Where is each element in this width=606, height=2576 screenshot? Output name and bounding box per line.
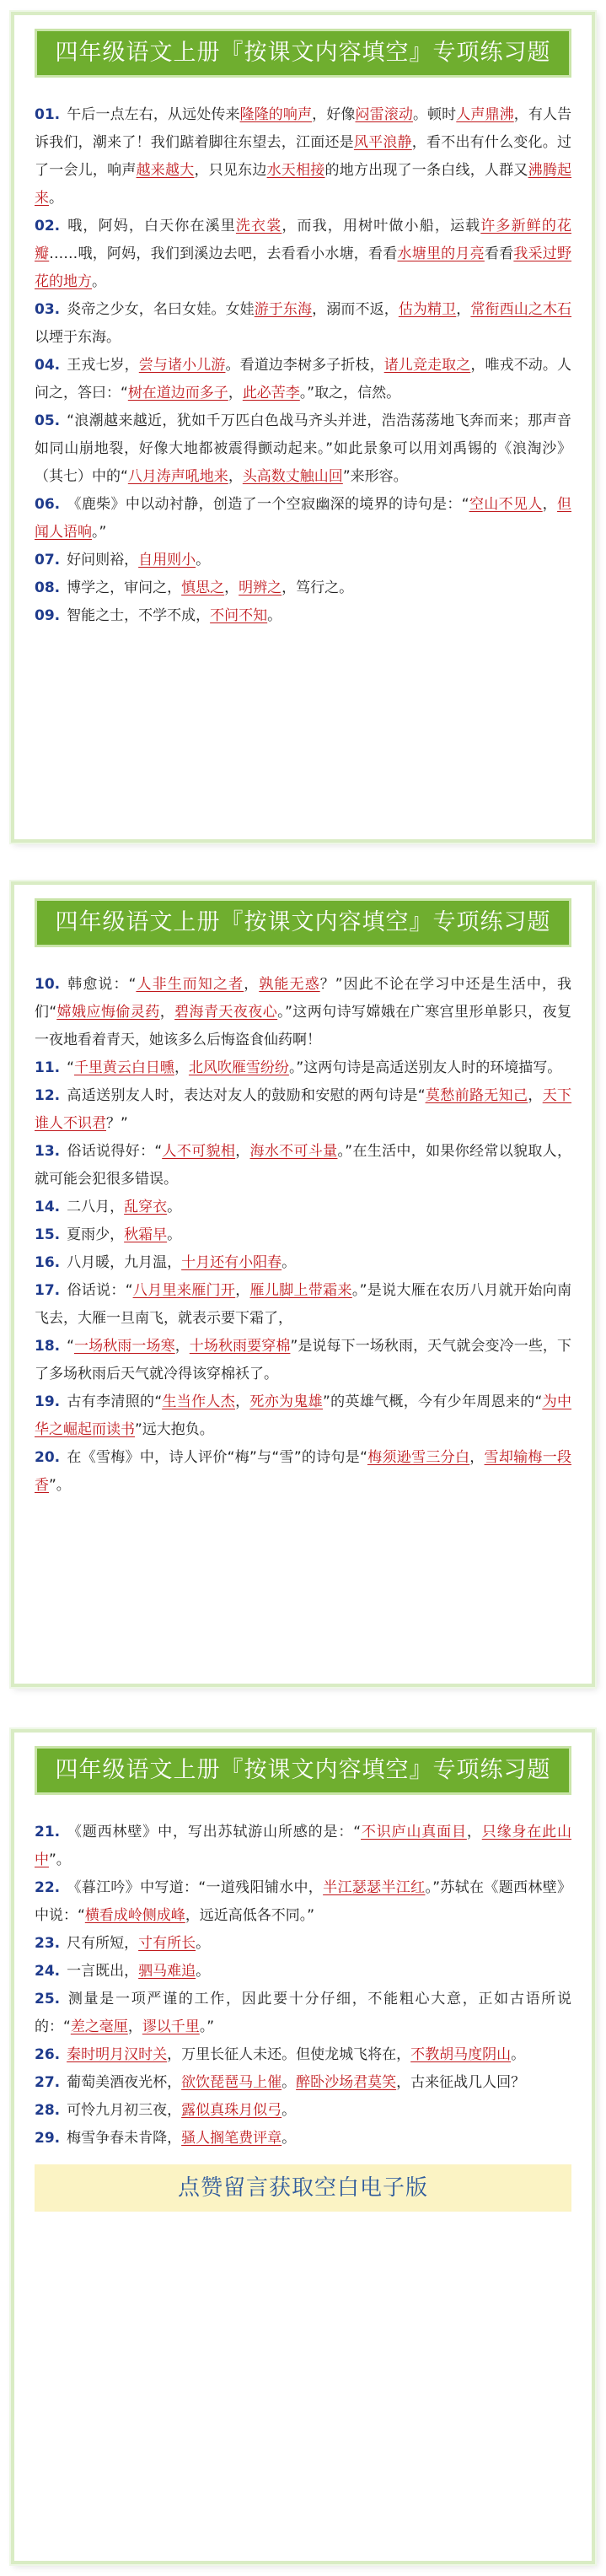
question-text: 好问则裕， xyxy=(67,552,139,569)
question-text: 。”在生活中，如果你经常以貌取人，就可能会犯很多错误。 xyxy=(35,1143,572,1188)
answer-text: 秋霜早 xyxy=(124,1226,168,1243)
question-text: 俗话说得好：“ xyxy=(67,1143,163,1160)
question-item xyxy=(35,2125,571,2153)
answer-text: 估为精卫 xyxy=(398,301,457,318)
question-number: 13. xyxy=(35,1143,61,1160)
question-text: ， xyxy=(235,1393,250,1410)
question-text: 梅雪争春未肯降， xyxy=(67,2130,182,2147)
question-text: ，看不出有什么变化。过了一会儿，响声 xyxy=(35,134,572,179)
answer-text: 千里黄云白日曛 xyxy=(73,1059,174,1076)
answer-text: 一场秋雨一场寒 xyxy=(73,1338,175,1355)
page-title: 四年级语文上册『按课文内容填空』专项练习题 xyxy=(35,1746,571,1795)
answer-text: 不识庐山真面目 xyxy=(361,1824,467,1840)
question-text: 葡萄美酒夜光杯， xyxy=(67,2074,182,2091)
answer-text: 乱穿衣 xyxy=(124,1199,168,1215)
question-text: ， xyxy=(466,1824,482,1840)
answer-text: 诸儿竞走取之 xyxy=(383,357,471,374)
question-text: ？”因此不论在学习中还是生活中，我们“ xyxy=(35,976,572,1021)
promo-banner: 点赞留言获取空白电子版 xyxy=(35,2164,571,2212)
question-text: 。”这两句诗写嫦娥在广寒宫里形单影只，夜复一夜地看着青天，她该多么后悔盗食仙药啊！ xyxy=(35,1004,572,1048)
question-number: 26. xyxy=(35,2046,61,2063)
question-text: ，古来征战几人回？ xyxy=(396,2074,526,2091)
question-number: 15. xyxy=(35,1226,61,1243)
question-number: 11. xyxy=(35,1059,61,1076)
answer-text: 欲饮琵琶马上催 xyxy=(181,2074,282,2091)
question-text: 《鹿柴》中以动衬静，创造了一个空寂幽深的境界的诗句是：“ xyxy=(67,496,469,513)
question-text: ，而我，用树叶做小船，运载 xyxy=(282,218,481,234)
question-text: 以堙于东海。 xyxy=(35,329,121,346)
question-text: ，溺而不返， xyxy=(312,301,399,318)
question-text: ， xyxy=(528,1087,543,1104)
question-text: 。 xyxy=(282,1254,297,1271)
question-text: ”。 xyxy=(49,1851,71,1868)
question-list xyxy=(35,101,571,630)
question-text: 。”这两句诗是高适送别友人时的环境描写。 xyxy=(288,1059,562,1076)
question-item xyxy=(35,1138,571,1194)
question-item xyxy=(35,491,571,547)
question-text: ， xyxy=(542,496,558,513)
question-text: 。 xyxy=(196,1935,211,1952)
answer-text: 十场秋雨要穿棉 xyxy=(189,1338,291,1355)
page-title: 四年级语文上册『按课文内容填空』专项练习题 xyxy=(35,29,571,78)
question-text: 《暮江吟》中写道：“一道残阳铺水中， xyxy=(67,1879,324,1896)
question-text: 。 xyxy=(196,552,211,569)
answer-text: 雪却输梅一段香 xyxy=(35,1449,572,1494)
answer-text: 树在道边而多子 xyxy=(127,385,228,401)
question-item xyxy=(35,1444,571,1500)
question-item xyxy=(35,1054,571,1082)
answer-text: 许多新鲜的花瓣 xyxy=(35,218,572,262)
answer-text: 人非生而知之者 xyxy=(136,976,244,993)
answer-text: 只缘身在此山中 xyxy=(35,1824,572,1868)
question-number: 08. xyxy=(35,579,61,596)
answer-text: 洗衣裳 xyxy=(235,218,282,234)
question-number: 22. xyxy=(35,1879,61,1896)
question-text: ”是说每下一场秋雨，天气就会变冷一些，下了多场秋雨后天气就冷得该穿棉袄了。 xyxy=(35,1338,572,1382)
question-text: ， xyxy=(127,2018,142,2035)
answer-text: 尝与诸小儿游 xyxy=(138,357,226,374)
question-item xyxy=(35,2069,571,2097)
question-text: 。看道边李树多子折枝， xyxy=(225,357,384,374)
answer-text: 谬以千里 xyxy=(142,2018,200,2035)
answer-text: 不问不知 xyxy=(210,607,268,624)
answer-text: 孰能无惑 xyxy=(259,976,320,993)
answer-text: 水天相接 xyxy=(266,162,325,179)
question-number: 25. xyxy=(35,1991,61,2007)
question-number: 20. xyxy=(35,1449,61,1466)
question-text: 。 xyxy=(267,607,282,624)
question-item xyxy=(35,1388,571,1444)
answer-text: 莫愁前路无知己 xyxy=(425,1087,528,1104)
answer-text: 越来越大 xyxy=(136,162,195,179)
question-item xyxy=(35,296,571,352)
answer-text: 八月里来雁门开 xyxy=(132,1282,236,1299)
question-text: ，有人告诉我们，潮来了！我们踮着脚往东望去，江面还是 xyxy=(35,106,572,151)
answer-text: 梅须逊雪三分白 xyxy=(367,1449,470,1466)
question-number: 29. xyxy=(35,2130,61,2147)
question-item xyxy=(35,602,571,630)
answer-text: 生当作人杰 xyxy=(162,1393,236,1410)
question-text: ， xyxy=(456,301,471,318)
question-text: ， xyxy=(469,1449,485,1466)
question-number: 17. xyxy=(35,1282,61,1299)
answer-text: 自用则小 xyxy=(138,552,196,569)
question-text: ……哦，阿妈，我们到溪边去吧，去看看小水塘，看看 xyxy=(49,245,398,262)
answer-text: 闷雷滚动 xyxy=(355,106,413,123)
answer-text: 为中华之崛起而读书 xyxy=(35,1393,572,1438)
question-text: 。 xyxy=(196,1963,211,1980)
worksheet-page-2 xyxy=(11,881,595,1687)
question-text: ？” xyxy=(106,1115,128,1132)
question-text: 。”是说大雁在农历八月就开始向南飞去，大雁一旦南飞，就表示要下霜了， xyxy=(35,1282,572,1327)
answer-text: 水塘里的月亮 xyxy=(397,245,485,262)
question-text: 八月暖，九月温， xyxy=(67,1254,182,1271)
question-text: ，唯戎不动。人问之，答曰：“ xyxy=(35,357,572,401)
question-number: 19. xyxy=(35,1393,61,1410)
question-text: ， xyxy=(244,976,260,993)
question-text: ，只见东边 xyxy=(194,162,267,179)
question-text: ”远大抱负。 xyxy=(135,1421,214,1438)
question-item xyxy=(35,2041,571,2069)
question-text: 可怜九月初三夜， xyxy=(67,2102,182,2119)
answer-text: 天下谁人不识君 xyxy=(35,1087,572,1132)
question-item xyxy=(35,1194,571,1221)
answer-text: 雁儿脚上带霜来 xyxy=(249,1282,352,1299)
question-item xyxy=(35,971,571,1054)
question-text: ， xyxy=(224,579,239,596)
question-text: 在《雪梅》中，诗人评价“梅”与“雪”的诗句是“ xyxy=(67,1449,367,1466)
question-text: 尺有所短， xyxy=(67,1935,139,1952)
question-number: 21. xyxy=(35,1824,61,1840)
question-text: 测量是一项严谨的工作，因此要十分仔细，不能粗心大意，正如古语所说的：“ xyxy=(35,1991,571,2035)
question-item xyxy=(35,1819,571,1874)
question-text: ，笃行之。 xyxy=(282,579,354,596)
question-text: 。”取之，信然。 xyxy=(299,385,401,401)
question-number: 04. xyxy=(35,357,61,374)
question-item xyxy=(35,1930,571,1958)
question-text: 《题西林壁》中，写出苏轼游山所感的是：“ xyxy=(67,1824,362,1840)
answer-text: 慎思之 xyxy=(181,579,225,596)
answer-text: 碧海青天夜夜心 xyxy=(174,1004,278,1021)
question-item xyxy=(35,1958,571,1986)
answer-text: 北风吹雁雪纷纷 xyxy=(188,1059,289,1076)
answer-text: 人声鼎沸 xyxy=(456,106,514,123)
question-text: 夏雨少， xyxy=(67,1226,125,1243)
question-item xyxy=(35,352,571,407)
question-text: ， xyxy=(235,1282,250,1299)
answer-text: 但闻人语响 xyxy=(35,496,572,541)
question-item xyxy=(35,2097,571,2125)
answer-text: 半江瑟瑟半江红 xyxy=(323,1879,426,1896)
question-text: 一言既出， xyxy=(67,1963,139,1980)
question-number: 14. xyxy=(35,1199,61,1215)
question-text: 。 xyxy=(167,1199,182,1215)
question-text: 。 xyxy=(92,273,106,290)
answer-text: 常衔西山之木石 xyxy=(470,301,572,318)
question-item xyxy=(35,213,571,296)
worksheet-page-3 xyxy=(11,1729,595,2564)
question-text: 。 xyxy=(282,2102,297,2119)
question-text: 俗话说：“ xyxy=(67,1282,133,1299)
question-text: ， xyxy=(174,1338,190,1355)
question-text: 智能之士，不学不成， xyxy=(67,607,211,624)
answer-text: 不教胡马度阴山 xyxy=(410,2046,512,2063)
question-text: 博学之，审问之， xyxy=(67,579,182,596)
question-text: 。 xyxy=(49,190,63,207)
question-item xyxy=(35,1986,571,2041)
question-item xyxy=(35,101,571,213)
question-number: 02. xyxy=(35,218,61,234)
answer-text: 隆隆的响声 xyxy=(239,106,313,123)
question-item xyxy=(35,1082,571,1138)
answer-text: 嫦娥应悔偷灵药 xyxy=(56,1004,160,1021)
question-text: 。” xyxy=(92,524,107,541)
question-text: ”的英雄气概，今有少年周恩来的“ xyxy=(322,1393,543,1410)
question-text: 古有李清照的“ xyxy=(67,1393,163,1410)
question-item xyxy=(35,1221,571,1249)
question-text: ， xyxy=(228,468,243,485)
question-text: “ xyxy=(67,1059,74,1076)
question-number: 03. xyxy=(35,301,61,318)
question-number: 24. xyxy=(35,1963,61,1980)
answer-text: 寸有所长 xyxy=(138,1935,196,1952)
answer-text: 骚人搁笔费评章 xyxy=(181,2130,282,2147)
answer-text: 秦时明月汉时关 xyxy=(67,2046,168,2063)
question-list xyxy=(35,971,571,1500)
question-text: 。 xyxy=(282,2074,297,2091)
question-item xyxy=(35,547,571,574)
question-text: 午后一点左右，从远处传来 xyxy=(67,106,240,123)
question-number: 18. xyxy=(35,1338,61,1355)
question-text: ”来形容。 xyxy=(342,468,408,485)
answer-text: 头高数丈触山回 xyxy=(242,468,343,485)
question-text: 炎帝之少女，名曰女娃。女娃 xyxy=(67,301,255,318)
answer-text: 沸腾起来 xyxy=(35,162,572,207)
question-number: 28. xyxy=(35,2102,61,2119)
answer-text: 人不可貌相 xyxy=(162,1143,236,1160)
question-number: 23. xyxy=(35,1935,61,1952)
question-text: ， xyxy=(174,1059,189,1076)
answer-text: 八月涛声吼地来 xyxy=(127,468,228,485)
question-item xyxy=(35,407,571,491)
question-item xyxy=(35,1874,571,1930)
question-text: ， xyxy=(228,385,243,401)
question-text: 。顿时 xyxy=(412,106,457,123)
question-text: 看看 xyxy=(484,245,514,262)
question-item xyxy=(35,574,571,602)
question-text: 。 xyxy=(282,2130,297,2147)
answer-text: 海水不可斗量 xyxy=(249,1143,338,1160)
question-text: ， xyxy=(235,1143,250,1160)
question-number: 12. xyxy=(35,1087,61,1104)
question-text: 高适送别友人时，表达对友人的鼓励和安慰的两句诗是“ xyxy=(67,1087,426,1104)
answer-text: 明辨之 xyxy=(239,579,282,596)
question-text: 。 xyxy=(511,2046,526,2063)
question-text: 王戎七岁， xyxy=(67,357,139,374)
question-text: 韩愈说：“ xyxy=(67,976,137,993)
question-item xyxy=(35,1249,571,1277)
answer-text: 此必苦李 xyxy=(242,385,300,401)
answer-text: 醉卧沙场君莫笑 xyxy=(296,2074,397,2091)
answer-text: 游于东海 xyxy=(254,301,313,318)
page-title: 四年级语文上册『按课文内容填空』专项练习题 xyxy=(35,898,571,947)
question-text: 。 xyxy=(167,1226,182,1243)
question-item xyxy=(35,1333,571,1388)
answer-text: 露似真珠月似弓 xyxy=(181,2102,282,2119)
question-text: 。” xyxy=(199,2018,215,2035)
question-text: ”。 xyxy=(49,1477,71,1494)
answer-text: 风平浪静 xyxy=(353,134,412,151)
question-text: 二八月， xyxy=(67,1199,125,1215)
question-text: 。”苏轼在《题西林壁》中说：“ xyxy=(35,1879,572,1924)
question-text: ，好像 xyxy=(312,106,356,123)
question-number: 09. xyxy=(35,607,61,624)
answer-text: 空山不见人 xyxy=(469,496,543,513)
question-text: 的地方出现了一条白线，人群又 xyxy=(324,162,528,179)
question-text: 哦，阿妈，白天你在溪里 xyxy=(67,218,236,234)
answer-text: 我采过野花的地方 xyxy=(35,245,572,290)
answer-text: 差之毫厘 xyxy=(70,2018,128,2035)
question-number: 06. xyxy=(35,496,61,513)
question-number: 07. xyxy=(35,552,61,569)
answer-text: 横看成岭侧成峰 xyxy=(84,1907,185,1924)
question-item xyxy=(35,1277,571,1333)
question-number: 10. xyxy=(35,976,61,993)
question-number: 16. xyxy=(35,1254,61,1271)
answer-text: 驷马难追 xyxy=(138,1963,196,1980)
question-list xyxy=(35,1819,571,2153)
question-text: “浪潮越来越近，犹如千万匹白色战马齐头并进，浩浩荡荡地飞奔而来；那声音如同山崩地裂，好像大地都被震得颤动起来。”如此景象可以用刘禹锡的《浪淘沙》（其七）中的“ xyxy=(35,412,571,485)
question-number: 05. xyxy=(35,412,61,429)
question-text: “ xyxy=(67,1338,74,1355)
question-text: ， xyxy=(159,1004,175,1021)
question-number: 27. xyxy=(35,2074,61,2091)
answer-text: 死亦为鬼雄 xyxy=(249,1393,323,1410)
question-number: 01. xyxy=(35,106,61,123)
answer-text: 十月还有小阳春 xyxy=(181,1254,282,1271)
question-text: ，远近高低各不同。” xyxy=(185,1907,315,1924)
question-text: ，万里长征人未还。但使龙城飞将在， xyxy=(167,2046,411,2063)
worksheet-page-1 xyxy=(11,12,595,843)
